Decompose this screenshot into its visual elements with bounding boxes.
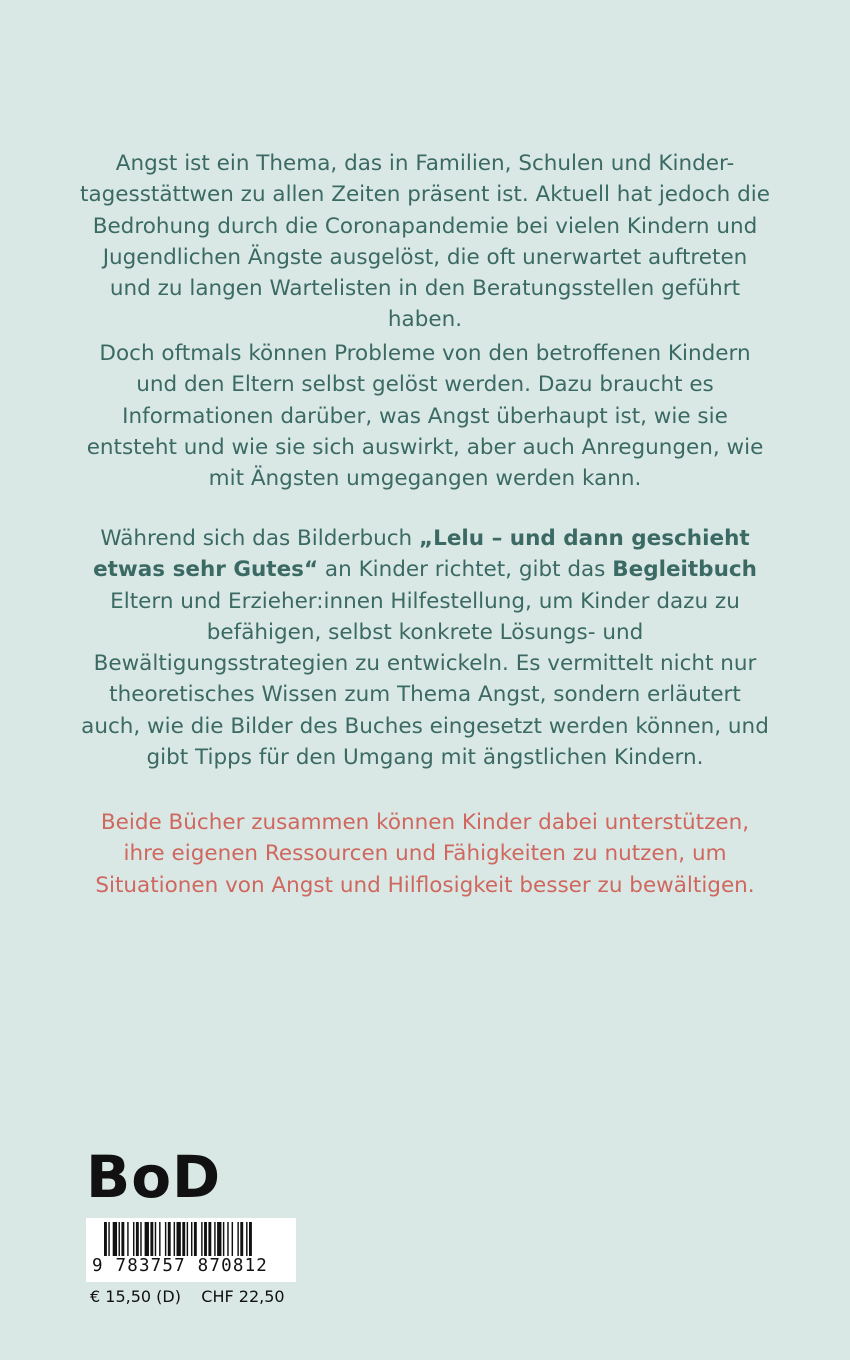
blurb-paragraph-3 [80, 523, 770, 773]
blurb-paragraph-3-end: Eltern und Erzieher:innen Hilfestellung, um Kinder dazu zu befähigen, selbst konkrete Lösungs- und Bewältigungsstrategien zu entwickeln. Es vermittelt nicht nur theoretisches Wissen zum Thema Angst, sondern erläutert auch, wie die Bilder des Buches eingesetzt werden können, und gibt Tipps für den Umgang mit ängstlichen Kindern. [81, 588, 769, 771]
isbn-number: 9 783757 870812 [92, 1256, 269, 1276]
picture-book-title: „Lelu – und dann geschieht etwas sehr Gutes“ [93, 526, 750, 583]
blurb-paragraph-3-intro: Während sich das Bilderbuch [100, 526, 419, 551]
companion-book-name: Begleitbuch [612, 557, 757, 583]
isbn-barcode [86, 1218, 296, 1282]
price-line: € 15,50 (D) CHF 22,50 [90, 1287, 285, 1306]
blurb-paragraph-1: Angst ist ein Thema, das in Familien, Schulen und Kinder-tagesstättwen zu allen Zeiten präsent ist. Aktuell hat jedoch die Bedrohung durch die Coronapandemie bei vielen Kindern und Jugendlichen Ängste ausgelöst, die oft unerwartet auftreten und zu langen Wartelisten in den Beratungsstellen geführt haben. [80, 151, 770, 333]
blurb-paragraph-3-middle: an Kinder richtet, gibt das [318, 557, 613, 583]
blurb-paragraph-4: Beide Bücher zusammen können Kinder dabei unterstützen, ihre eigenen Ressourcen und Fähigkeiten zu nutzen, um Situationen von Angst und Hilflosigkeit besser zu bewältigen. [95, 810, 755, 898]
blurb-paragraph-2: Doch oftmals können Probleme von den betroffenen Kindern und den Eltern selbst gelöst werden. Dazu braucht es Informationen darüber, was Angst überhaupt ist, wie sie entsteht und wie sie sich auswirkt, aber auch Anregungen, wie mit Ängsten umgegangen werden kann. [86, 341, 764, 492]
publisher-logo: BoD [86, 1143, 222, 1211]
barcode-bars [104, 1222, 292, 1256]
